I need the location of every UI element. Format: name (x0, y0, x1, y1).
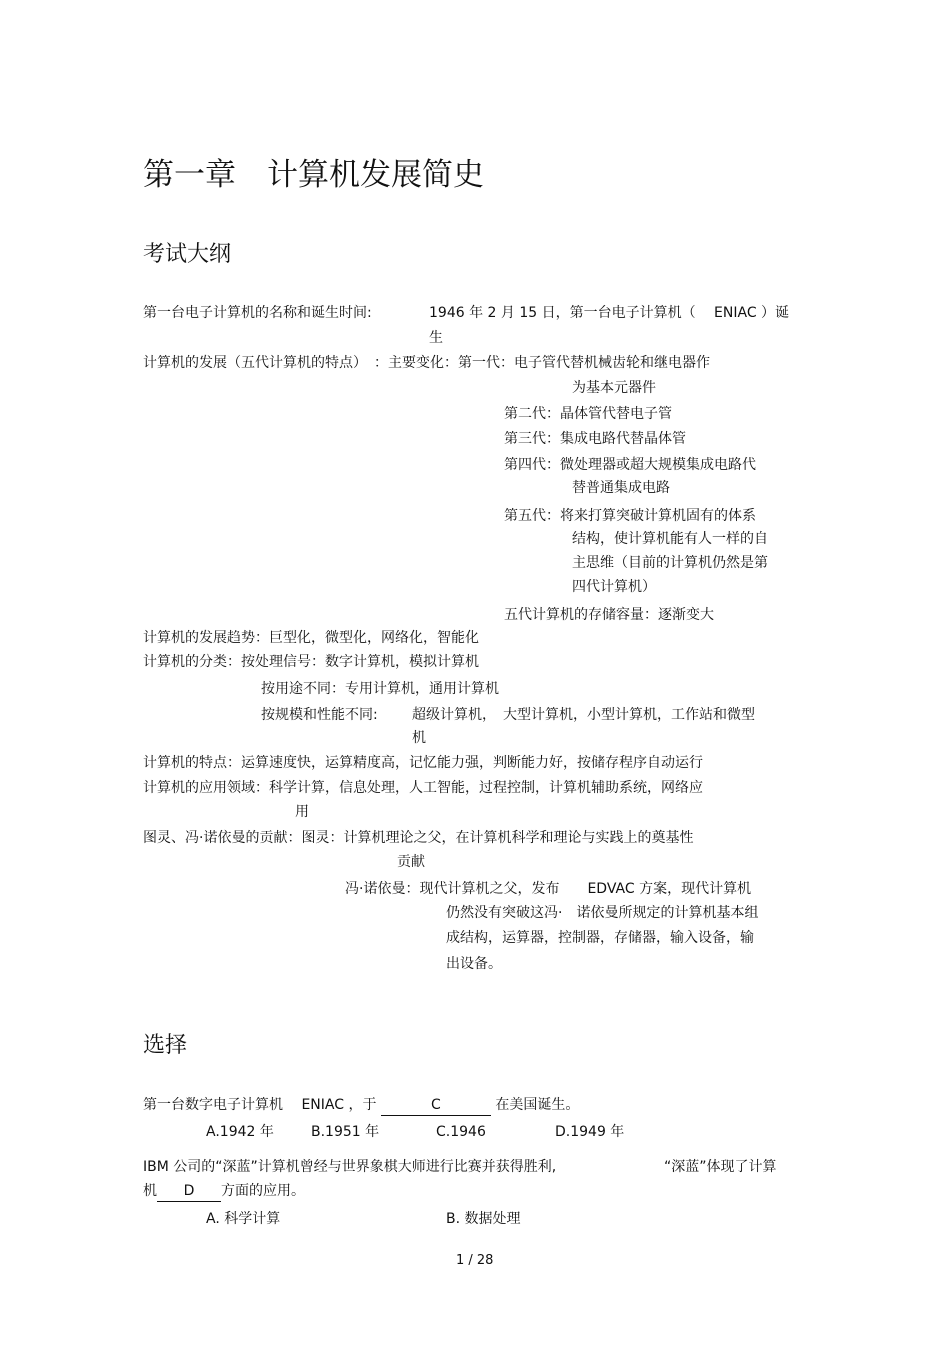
gen4: 第四代：微处理器或超大规模集成电路代 (504, 457, 756, 473)
turing-contribution-cont: 贡献 (397, 854, 425, 870)
applications-cont: 用 (295, 804, 309, 820)
applications: 计算机的应用领域：科学计算，信息处理，人工智能，过程控制，计算机辅助系统，网络应 (143, 780, 703, 796)
trend: 计算机的发展趋势：巨型化，微型化，网络化，智能化 (143, 630, 479, 646)
gen5: 第五代：将来打算突破计算机固有的体系 (504, 508, 756, 524)
classification-scale-cont: 机 (412, 730, 426, 746)
question-1-option-a: A.1942 年 (206, 1124, 274, 1140)
question-2-stem: 机 (143, 1183, 157, 1199)
question-2: IBM 公司的“深蓝”计算机曾经与世界象棋大师进行比赛并获得胜利, (143, 1159, 557, 1175)
question-2-stem-end: 方面的应用。 (221, 1183, 305, 1199)
first-computer-label: 第一台电子计算机的名称和诞生时间: (143, 305, 372, 321)
question-2-option-b: B. 数据处理 (446, 1211, 521, 1227)
neumann-contribution-cont-1: 仍然没有突破这冯· 诺依曼所规定的计算机基本组 (446, 905, 759, 921)
gen5-cont-3: 四代计算机） (572, 579, 656, 595)
gen4-cont: 替普通集成电路 (572, 480, 670, 496)
question-1-option-c: C.1946 (436, 1124, 486, 1140)
question-1-stem-end: 在美国诞生。 (495, 1097, 580, 1113)
question-2-answer-blank: D (157, 1181, 221, 1202)
classification: 计算机的分类：按处理信号：数字计算机，模拟计算机 (143, 654, 479, 670)
question-2-cont: “深蓝”体现了计算 (664, 1159, 777, 1175)
neumann-contribution-cont-3: 出设备。 (446, 956, 502, 972)
choice-heading: 选择 (143, 1033, 188, 1058)
storage: 五代计算机的存储容量：逐渐变大 (504, 607, 714, 623)
page-number: 1 / 28 (456, 1253, 494, 1268)
gen5-cont-1: 结构，使计算机能有人一样的自 (572, 531, 768, 547)
neumann-contribution-cont-2: 成结构，运算器，控制器，存储器，输入设备，输 (446, 930, 754, 946)
question-2-option-a: A. 科学计算 (206, 1211, 281, 1227)
gen1-cont: 为基本元器件 (572, 380, 656, 396)
chapter-title: 第一章 计算机发展简史 (143, 157, 484, 193)
question-1-answer-blank: C (381, 1095, 491, 1116)
question-1 (143, 1095, 579, 1116)
classification-scale-label: 按规模和性能不同: (261, 707, 378, 723)
development-label: 计算机的发展（五代计算机的特点） ：主要变化：第一代：电子管代替机械齿轮和继电器作 (143, 355, 710, 371)
question-1-option-b: B.1951 年 (311, 1124, 380, 1140)
first-computer-value-cont: 生 (429, 330, 443, 346)
gen3: 第三代：集成电路代替晶体管 (504, 431, 686, 447)
first-computer-value: 1946 年 2 月 15 日，第一台电子计算机（ ENIAC ）诞 (429, 305, 790, 321)
outline-heading: 考试大纲 (143, 242, 232, 267)
gen5-cont-2: 主思维（目前的计算机仍然是第 (572, 555, 768, 571)
question-1-option-d: D.1949 年 (555, 1124, 625, 1140)
question-2-line-2 (143, 1181, 305, 1202)
classification-usage: 按用途不同：专用计算机，通用计算机 (261, 681, 499, 697)
gen2: 第二代：晶体管代替电子管 (504, 406, 672, 422)
classification-scale: 超级计算机， 大型计算机，小型计算机，工作站和微型 (412, 707, 755, 723)
question-1-stem: 第一台数字电子计算机 ENIAC ，于 (143, 1097, 377, 1113)
neumann-contribution: 冯·诺依曼：现代计算机之父，发布 EDVAC 方案，现代计算机 (345, 881, 752, 897)
features: 计算机的特点：运算速度快，运算精度高，记忆能力强，判断能力好，按储存程序自动运行 (143, 755, 703, 771)
turing-contribution: 图灵、冯·诺依曼的贡献：图灵：计算机理论之父，在计算机科学和理论与实践上的奠基性 (143, 830, 694, 846)
